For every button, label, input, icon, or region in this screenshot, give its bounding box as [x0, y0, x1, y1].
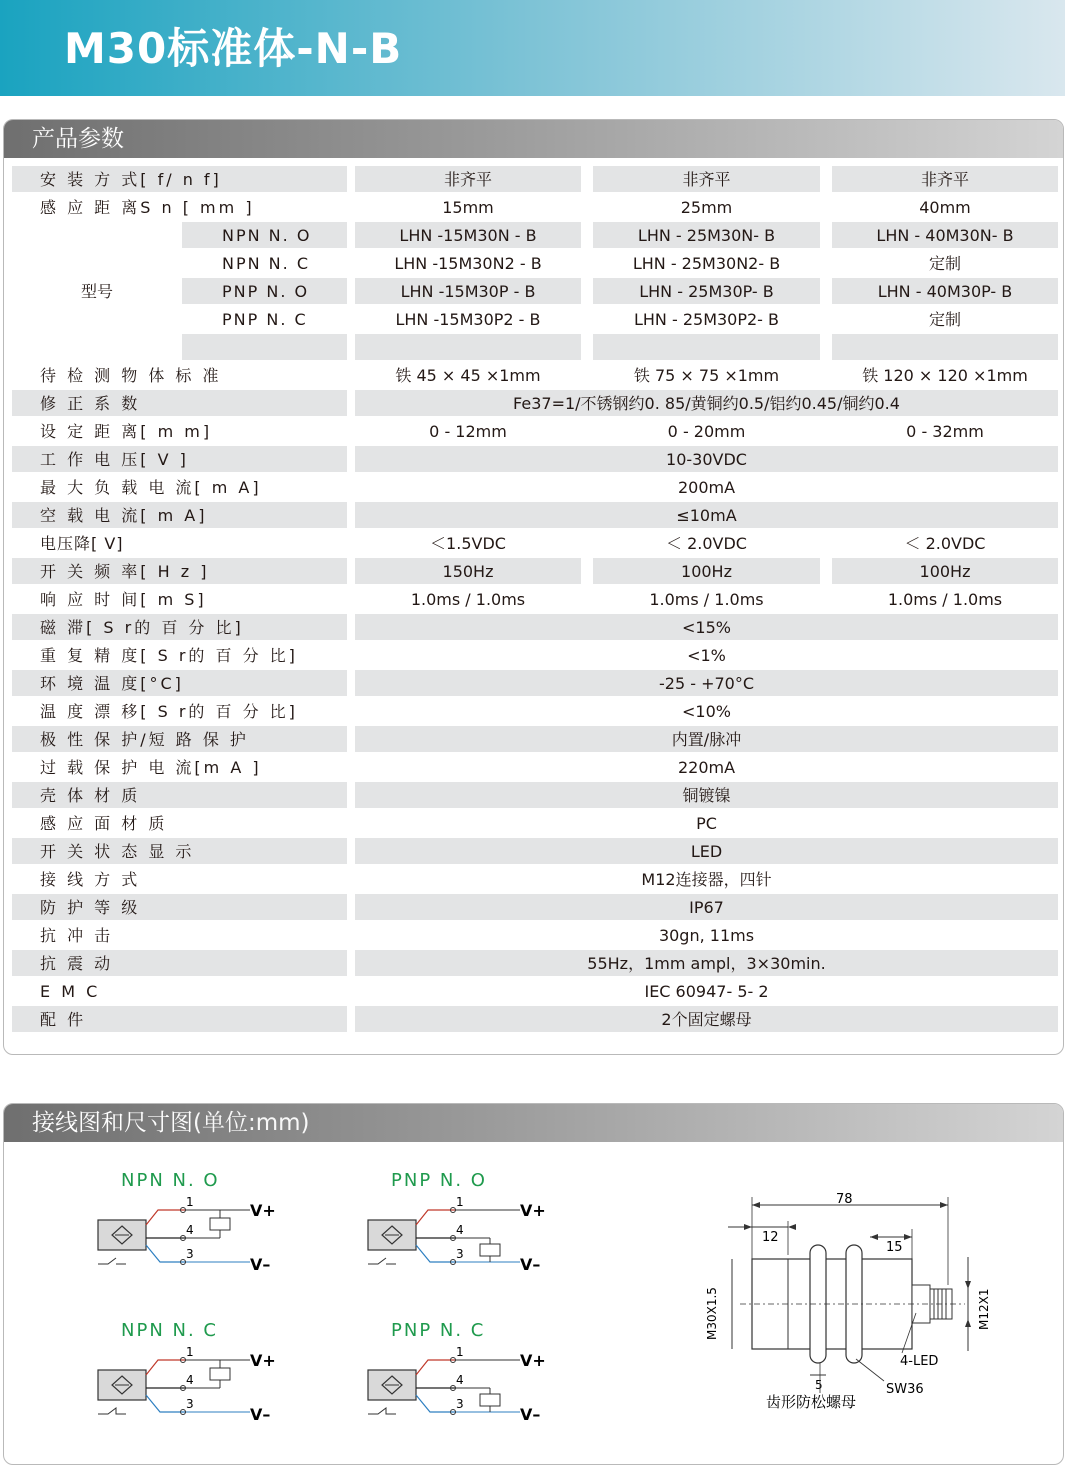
vplus-label: V+ — [520, 1201, 546, 1220]
dim-15: 15 — [886, 1240, 903, 1255]
cell: 定制 — [928, 254, 961, 273]
cell: LHN - 25M30P- B — [593, 278, 820, 304]
model-type: PNP N. C — [222, 310, 308, 329]
pin-label: 1 — [456, 1195, 464, 1209]
pin-label: 1 — [456, 1345, 464, 1359]
row-label: 电压降[ V] — [40, 534, 124, 553]
cell: LED — [355, 838, 1058, 864]
vplus-label: V+ — [250, 1201, 276, 1220]
model-type: NPN N. O — [182, 222, 347, 248]
nut-label: 齿形防松螺母 — [766, 1393, 857, 1411]
row-label: 开 关 状 态 显 示 — [12, 838, 347, 864]
table-row — [12, 194, 1058, 220]
row-label: 安 装 方 式[ f/ n f] — [12, 166, 347, 192]
cell: Fe37=1/不锈钢约0. 85/黄铜约0.5/铝约0.45/铜约0.4 — [355, 390, 1058, 416]
pin-label: 1 — [186, 1195, 194, 1209]
table-row — [12, 474, 1058, 500]
table-row — [12, 222, 1058, 248]
pin-label: 4 — [186, 1223, 194, 1237]
cell: 25mm — [680, 198, 733, 217]
table-row — [12, 418, 1058, 444]
table-row — [12, 586, 1058, 612]
thread-conn-label: M12X1 — [977, 1288, 991, 1330]
table-row — [12, 278, 1058, 304]
pin-label: 1 — [186, 1345, 194, 1359]
table-row — [12, 614, 1058, 640]
row-label: 接 线 方 式 — [40, 870, 141, 889]
pin-label: 3 — [456, 1397, 464, 1411]
table-row — [12, 698, 1058, 724]
table-row — [12, 894, 1058, 920]
model-type: PNP N. O — [182, 278, 347, 304]
cell — [355, 334, 581, 360]
table-row — [12, 950, 1058, 976]
pnp-no-title: PNP N. O — [391, 1170, 487, 1191]
cell: LHN -15M30N - B — [355, 222, 581, 248]
pin-label: 3 — [186, 1397, 194, 1411]
wiring-header-unit: (单位:mm) — [193, 1110, 310, 1136]
vplus-label: V+ — [250, 1351, 276, 1370]
row-label: 设 定 距 离[ m m] — [40, 422, 213, 441]
cell: ＜1.5VDC — [430, 534, 506, 553]
vminus-label: V– — [250, 1255, 271, 1274]
cell: 40mm — [919, 198, 971, 217]
cell: 铁 75 × 75 ×1mm — [633, 366, 780, 385]
table-row — [12, 642, 1058, 668]
row-label: 开 关 频 率[ H z ] — [12, 558, 347, 584]
table-row — [12, 838, 1058, 864]
row-label: 环 境 温 度[°C] — [12, 670, 347, 696]
pin-label: 4 — [186, 1373, 194, 1387]
cell: -25 - +70°C — [355, 670, 1058, 696]
table-row — [12, 362, 1058, 388]
wiring-header — [4, 1104, 1063, 1142]
row-label: 壳 体 材 质 — [12, 782, 347, 808]
cell: 1.0ms / 1.0ms — [410, 590, 526, 609]
cell: 铁 120 × 120 ×1mm — [862, 366, 1028, 385]
cell: 10-30VDC — [355, 446, 1058, 472]
cell: LHN -15M30P2 - B — [395, 310, 541, 329]
title-banner — [0, 0, 1065, 96]
cell: 15mm — [442, 198, 494, 217]
dim-78: 78 — [836, 1192, 853, 1207]
vplus-label: V+ — [520, 1351, 546, 1370]
cell: 0 - 12mm — [429, 422, 507, 441]
cell: 1.0ms / 1.0ms — [887, 590, 1003, 609]
cell: IP67 — [355, 894, 1058, 920]
pin-label: 4 — [456, 1373, 464, 1387]
cell: 2个固定螺母 — [355, 1006, 1058, 1032]
cell: 200mA — [677, 478, 736, 497]
sw-label: SW36 — [886, 1382, 924, 1397]
row-label: 过 载 保 护 电 流[m A ] — [40, 758, 262, 777]
cell: 55Hz，1mm ampl，3×30min. — [355, 950, 1058, 976]
dim-5: 5 — [815, 1378, 823, 1392]
vminus-label: V– — [520, 1405, 541, 1424]
cell: LHN -15M30P - B — [355, 278, 581, 304]
model-label-text: 型号 — [80, 282, 113, 301]
table-row — [12, 866, 1058, 892]
cell: 150Hz — [355, 558, 581, 584]
table-row — [12, 166, 1058, 192]
cell: <15% — [355, 614, 1058, 640]
pnp-nc-title: PNP N. C — [391, 1320, 486, 1341]
table-row-blank — [12, 334, 1058, 360]
row-label: 修 正 系 数 — [12, 390, 347, 416]
table-row — [12, 558, 1058, 584]
cell: 铁 45 × 45 ×1mm — [395, 366, 541, 385]
cell — [832, 334, 1058, 360]
row-label: 磁 滞[ S r的 百 分 比] — [12, 614, 347, 640]
wiring-header-title: 接线图和尺寸图 — [32, 1110, 193, 1136]
cell: M12连接器，四针 — [641, 870, 772, 889]
table-row — [12, 502, 1058, 528]
cell: LHN - 25M30P2- B — [633, 310, 780, 329]
npn-nc-title: NPN N. C — [121, 1320, 218, 1341]
cell: ＜ 2.0VDC — [666, 534, 747, 553]
params-panel — [3, 119, 1064, 1055]
cell: 100Hz — [593, 558, 820, 584]
thread-main-label: M30X1.5 — [705, 1287, 719, 1340]
cell: <1% — [687, 646, 726, 665]
pnp-nc-diagram — [360, 1340, 560, 1430]
table-row — [12, 446, 1058, 472]
row-label: 响 应 时 间[ m S] — [40, 590, 207, 609]
row-label: 抗 震 动 — [12, 950, 347, 976]
cell: 0 - 20mm — [667, 422, 746, 441]
pin-label: 3 — [456, 1247, 464, 1261]
cell: 0 - 32mm — [906, 422, 984, 441]
cell — [593, 334, 820, 360]
row-label: 工 作 电 压[ V ] — [12, 446, 347, 472]
vminus-label: V– — [250, 1405, 271, 1424]
table-row — [12, 390, 1058, 416]
table-row — [12, 726, 1058, 752]
table-row — [12, 1006, 1058, 1032]
table-row — [12, 782, 1058, 808]
dim-12: 12 — [762, 1230, 779, 1245]
row-label: 感 应 面 材 质 — [40, 814, 168, 833]
npn-no-diagram — [90, 1190, 290, 1280]
table-row — [12, 670, 1058, 696]
row-label: 抗 冲 击 — [40, 926, 114, 945]
row-label: 重 复 精 度[ S r的 百 分 比] — [40, 646, 298, 665]
row-label: 感 应 距 离S n [ mm ] — [40, 198, 255, 217]
cell: LHN - 25M30N2- B — [632, 254, 781, 273]
dimension-drawing — [690, 1185, 1010, 1415]
table-row — [12, 922, 1058, 948]
vminus-label: V– — [520, 1255, 541, 1274]
row-label: 最 大 负 载 电 流[ m A] — [40, 478, 262, 497]
cell: LHN - 25M30N- B — [593, 222, 820, 248]
table-row — [12, 810, 1058, 836]
cell: LHN -15M30N2 - B — [394, 254, 542, 273]
pnp-no-diagram — [360, 1190, 560, 1280]
row-label: 配 件 — [12, 1006, 347, 1032]
row-label: 待 检 测 物 体 标 准 — [40, 366, 222, 385]
row-label: 防 护 等 级 — [12, 894, 347, 920]
row-label: E M C — [40, 982, 101, 1001]
cell: 220mA — [677, 758, 736, 777]
cell: ＜ 2.0VDC — [904, 534, 986, 553]
cell: 非齐平 — [832, 166, 1058, 192]
table-row — [12, 978, 1058, 1004]
pin-label: 4 — [456, 1223, 464, 1237]
cell: ≤10mA — [355, 502, 1058, 528]
model-type: NPN N. C — [222, 254, 310, 273]
cell: PC — [696, 814, 717, 833]
npn-nc-diagram — [90, 1340, 290, 1430]
page-title: M30标准体-N-B — [64, 24, 403, 73]
led-label: 4-LED — [900, 1354, 939, 1369]
row-label: 极 性 保 护/短 路 保 护 — [12, 726, 347, 752]
table-row — [12, 530, 1058, 556]
cell: 1.0ms / 1.0ms — [649, 590, 764, 609]
cell: LHN - 40M30P- B — [832, 278, 1058, 304]
cell: 非齐平 — [355, 166, 581, 192]
cell: <10% — [682, 702, 731, 721]
table-row — [12, 754, 1058, 780]
cell: 100Hz — [832, 558, 1058, 584]
table-row — [12, 306, 1058, 332]
cell: 内置/脉冲 — [355, 726, 1058, 752]
row-label: 温 度 漂 移[ S r的 百 分 比] — [40, 702, 298, 721]
cell: 定制 — [928, 310, 961, 329]
table-row — [12, 250, 1058, 276]
cell — [182, 334, 347, 360]
row-label: 空 载 电 流[ m A] — [12, 502, 347, 528]
cell: 非齐平 — [593, 166, 820, 192]
cell: LHN - 40M30N- B — [832, 222, 1058, 248]
params-header: 产品参数 — [4, 120, 1063, 158]
cell: 30gn, 11ms — [658, 926, 755, 945]
cell: 铜镀镍 — [355, 782, 1058, 808]
npn-no-title: NPN N. O — [121, 1170, 220, 1191]
pin-label: 3 — [186, 1247, 194, 1261]
cell: IEC 60947- 5- 2 — [644, 982, 769, 1001]
